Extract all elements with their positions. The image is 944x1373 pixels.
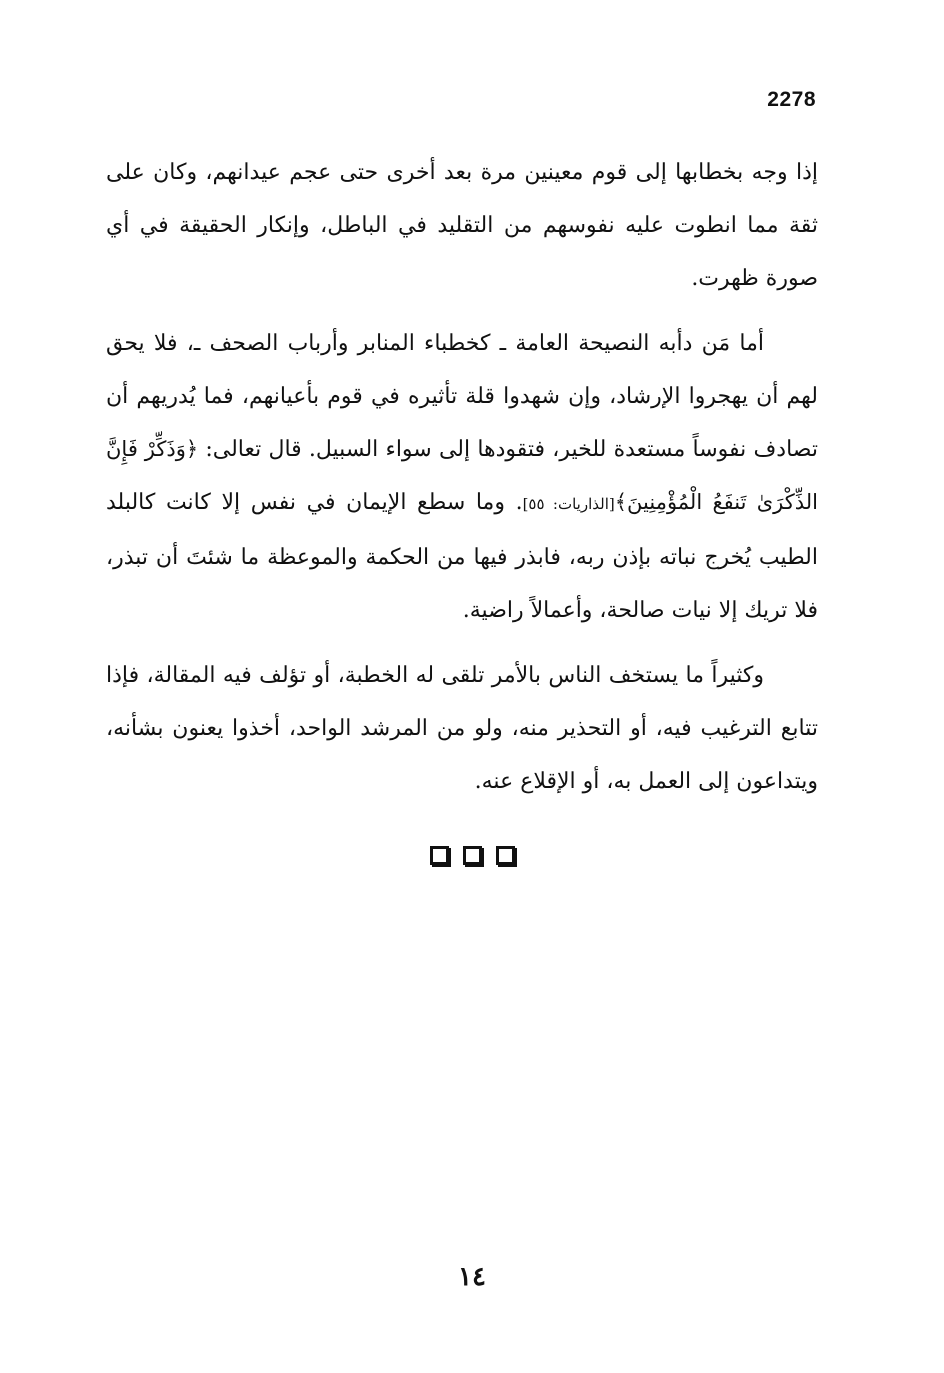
- document-number: 2278: [767, 88, 816, 111]
- separator-box-icon: [463, 846, 482, 865]
- body-text: [106, 146, 818, 820]
- separator-box-icon: [496, 846, 515, 865]
- paragraph-2-text-before: أما مَن دأبه النصيحة العامة ـ كخطباء المنابر وأرباب الصحف ـ، فلا يحق لهم أن يهجروا الإرشاد، وإن شهدوا قلة تأثيره في قوم بأعيانهم، فما يُدريهم أن تصادف نفوساً مستعدة للخير، فتقودها إلى سواء السبيل. قال تعالى:: [106, 331, 818, 462]
- paragraph-3: وكثيراً ما يستخف الناس بالأمر تلقى له الخطبة، أو تؤلف فيه المقالة، فإذا تتابع الترغيب فيه، أو التحذير منه، ولو من المرشد الواحد، أخذوا يعنون بشأنه، ويتداعون إلى العمل به، أو الإقلاع عنه.: [106, 663, 818, 794]
- paragraph-2-text-after: . وما سطع الإيمان في نفس إلا كانت كالبلد الطيب يُخرج نباته بإذن ربه، فابذر فيها من الحكمة والموعظة ما شئتَ أن تبذر، فلا تريك إلا نيات صالحة، وأعمالاً راضية.: [106, 490, 818, 623]
- quran-verse: ﴿وَذَكِّرْ فَإِنَّ الذِّكْرَىٰ تَنفَعُ الْمُؤْمِنِينَ﴾: [106, 437, 819, 514]
- page-number: ١٤: [458, 1262, 486, 1292]
- separator-box-icon: [430, 846, 449, 865]
- paragraph-1: إذا وجه بخطابها إلى قوم معينين مرة بعد أخرى حتى عجم عيدانهم، وكان على ثقة مما انطوت عليه نفوسهم من التقليد في الباطل، وإنكار الحقيقة في أي صورة ظهرت.: [106, 160, 818, 291]
- section-separator-ornament: [0, 846, 944, 869]
- paragraph-2: [106, 317, 818, 637]
- verse-citation: [الذاريات: ٥٥]: [522, 495, 615, 513]
